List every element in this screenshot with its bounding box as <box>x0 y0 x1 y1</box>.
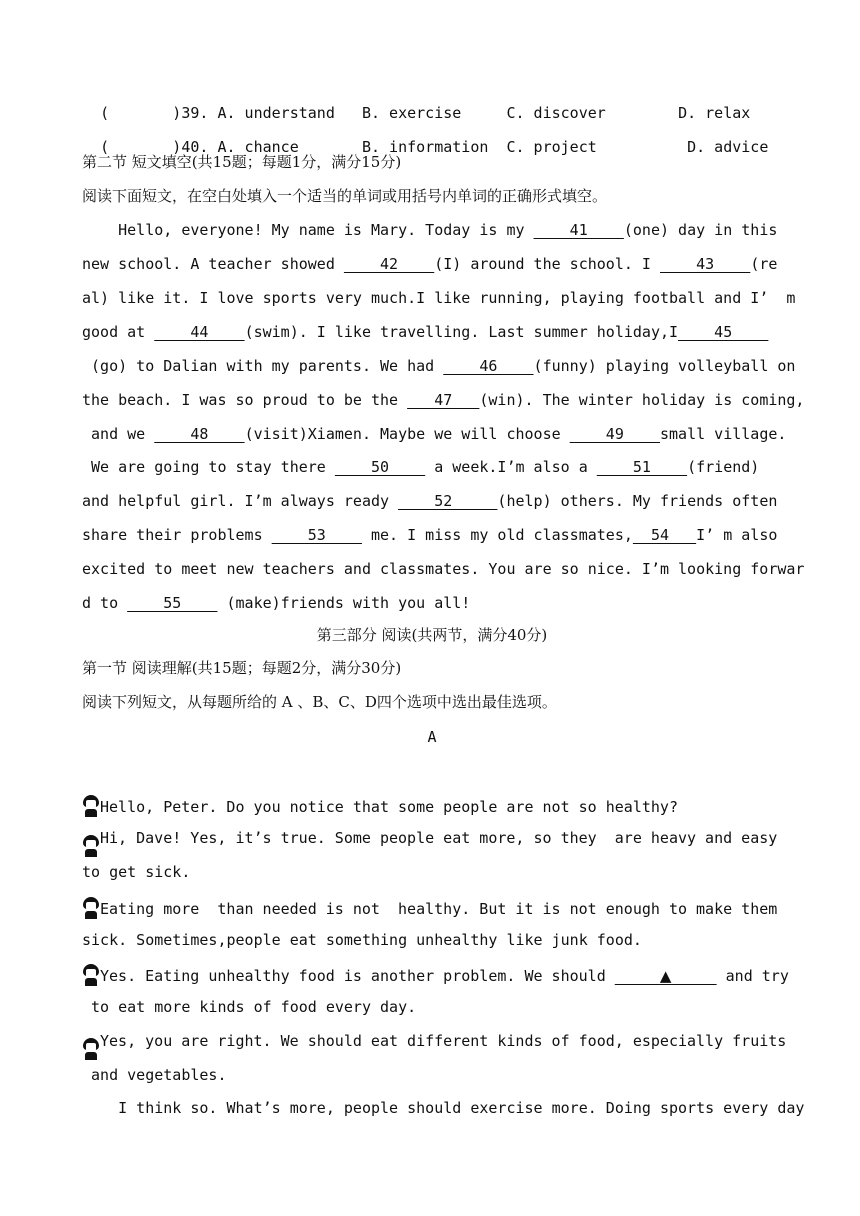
passage-line: al) like it. I love sports very much.I like running, playing football and I’ m <box>82 289 796 307</box>
boy-avatar-icon <box>82 835 100 857</box>
dialogue-line: Eating more than needed is not healthy. But it is not enough to make them <box>82 897 782 919</box>
passage-line: excited to meet new teachers and classmates. You are so nice. I’m looking forwar <box>82 560 805 578</box>
boy-avatar-icon <box>82 1038 100 1060</box>
dialogue-line: Hello, Peter. Do you notice that some people are not so healthy? <box>82 795 782 817</box>
blank-55: 55 <box>127 594 218 612</box>
dialogue-line: sick. Sometimes,people eat something unhealthy like junk food. <box>82 931 642 949</box>
blank-44: 44 <box>154 323 245 341</box>
passage-line: and we 48 (visit)Xiamen. Maybe we will choose 49 small village. <box>82 425 787 443</box>
question-40: ( )40. A. chance B. information C. project D. advice <box>100 138 769 156</box>
passage-line: the beach. I was so proud to be the 47 (win). The winter holiday is coming, <box>82 391 805 409</box>
passage-line: and helpful girl. I’m always ready 52 (help) others. My friends often <box>82 492 778 510</box>
section2-title: 第二节 短文填空(共15题；每题1分，满分15分) <box>82 153 402 171</box>
passage-line: Hello, everyone! My name is Mary. Today is my 41 (one) day in this <box>82 221 778 239</box>
dialogue-line: Yes, you are right. We should eat different kinds of food, especially fruits <box>82 1032 782 1060</box>
section1-instructions: 阅读下列短文，从每题所给的 A 、B、C、D四个选项中选出最佳选项。 <box>82 693 557 711</box>
section2-instructions: 阅读下面短文，在空白处填入一个适当的单词或用括号内单词的正确形式填空。 <box>82 187 608 205</box>
part3-title: 第三部分 阅读(共两节，满分40分) <box>316 626 548 644</box>
blank-48: 48 <box>154 425 245 443</box>
blank-47: 47 <box>407 391 480 409</box>
dialogue-line: Hi, Dave! Yes, it’s true. Some people eat more, so they are heavy and easy <box>82 829 782 857</box>
passage-line: share their problems 53 me. I miss my old classmates, 54 I’ m also <box>82 526 778 544</box>
passage-line: (go) to Dalian with my parents. We had 46 (funny) playing volleyball on <box>82 357 796 375</box>
question-39: ( )39. A. understand B. exercise C. discover D. relax <box>100 104 751 122</box>
boy-avatar-icon <box>82 964 100 986</box>
boy-avatar-icon <box>82 795 100 817</box>
blank-42: 42 <box>343 255 435 273</box>
blank-53: 53 <box>271 526 362 544</box>
dialogue-line: Yes. Eating unhealthy food is another problem. We should ▲ and try <box>82 964 782 986</box>
dialogue-line: to eat more kinds of food every day. <box>82 998 417 1016</box>
dialogue-line: I think so. What’s more, people should exercise more. Doing sports every day <box>82 1099 805 1117</box>
blank-46: 46 <box>443 357 534 375</box>
dialogue-line: and vegetables. <box>82 1066 227 1084</box>
blank-43: 43 <box>660 255 751 273</box>
blank-54: 54 <box>632 526 697 544</box>
passage-label: A <box>427 728 437 746</box>
blank-49: 49 <box>569 425 660 443</box>
answer-blank <box>615 967 717 985</box>
dialogue-line: to get sick. <box>82 863 191 881</box>
passage-line: d to 55 (make)friends with you all! <box>82 594 471 612</box>
passage-line: We are going to stay there 50 a week.I’m also a 51 (friend) <box>82 458 760 476</box>
blank-52: 52 <box>398 492 498 510</box>
triangle-icon: ▲ <box>659 967 672 985</box>
passage-line: new school. A teacher showed 42 (I) around the school. I 43 (re <box>82 255 778 273</box>
blank-41: 41 <box>533 221 624 239</box>
blank-51: 51 <box>596 458 688 476</box>
section1-title: 第一节 阅读理解(共15题；每题2分，满分30分) <box>82 659 402 677</box>
passage-line: good at 44 (swim). I like travelling. Last summer holiday,I 45 <box>82 323 769 341</box>
blank-45: 45 <box>678 323 769 341</box>
boy-avatar-icon <box>82 897 100 919</box>
blank-50: 50 <box>334 458 426 476</box>
